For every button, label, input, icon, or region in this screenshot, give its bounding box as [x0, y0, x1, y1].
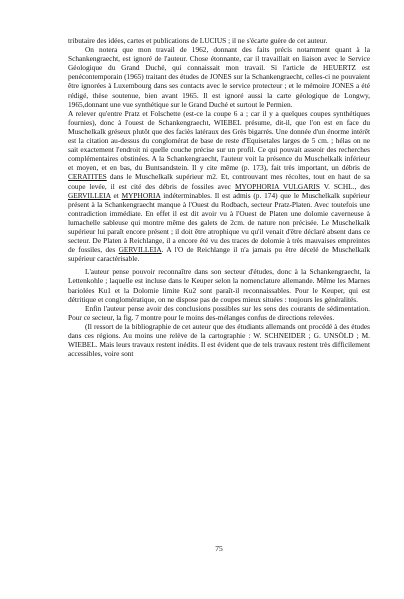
paragraph-p2 — [68, 109, 370, 264]
text-run: V. SCHL., des — [319, 181, 370, 191]
paragraph-p1 — [68, 45, 370, 109]
paragraph-p5 — [68, 322, 370, 358]
text-run: Enfin l'auteur pense avoir des conclusions possibles sur les sens des courants de sédimentation. Pour ce secteur, la fig. 7 montre pour le moins des-mélanges confus de directions relevées. — [68, 303, 370, 322]
underlined-term: MYPHORIA — [121, 190, 161, 200]
text-run: L'auteur pense pouvoir reconnaître dans son secteur d'études, donc à la Schankengraecht, la Lettenkohle ; laquelle est incluse dans le Keuper selon la nomenclature allemande. Même les Marnes bariolées Ku1 et la Dolomie limite Ku2 sont paraît-il reconnaissables. Pour le Keuper, qui est détritique et conglomératique, on ne dispose pas de coupes mieux situées : toujours les généralités. — [68, 267, 370, 304]
paragraph-p4 — [68, 304, 370, 322]
underlined-term: MYOPHORIA VULGARIS — [234, 181, 320, 191]
text-run: On notera que mon travail de 1962, donnant des faits précis notamment quant à la Schankengraecht, est ignoré de l'auteur. Chose étonnante, car il travaillait en liaison avec le Service Géologique du Grand Duché, qui connaissait mon travail. Si l'article de HEUERTZ est penécontemporain (1965) traitant des études de JONES sur la Schankengraecht, celles-ci ne pouvaient être ignorées à Luxembourg dans ses contacts avec le service protecteur ; et le mémoire JONES a été rédigé, thèse soutenue, bien avant 1965. Il est ignoré aussi la carte géologique de Longwy, 1965,donnant une vue synthétique sur le Grand Duché et surtout le Permien. — [68, 45, 370, 109]
underlined-term: CERATITES — [68, 172, 107, 182]
text-run: tributaire des idées, cartes et publications de LUCIUS ; il ne s'écarte guère de cet auteur. — [68, 36, 328, 45]
body-text — [68, 36, 370, 358]
text-run: . A l'O de Reichlange il n'a jamais pu être décelé de Muschelkalk supérieur caractérisable. — [68, 245, 370, 264]
text-run: et — [110, 190, 122, 200]
paragraph-p0 — [68, 36, 370, 45]
page-number: 75 — [215, 544, 223, 553]
text-run: A relever qu'entre Pratz et Folschette (est-ce la coupe 6 a ; car il y a quelques coupes synthétiques fournies), donc à l'ouest de Schankengraecht, WIEBEL présume, dit-il, que l'on est en face du Muschelkalk gréseux plutôt que des faciès latéraux des Grès bigarrés. Une donnée d'un énorme intérêt est la citation au-dessus du conglomérat de base de reste d'Equisetales larges de 5 cm. ; hélas on ne sait exactement l'endroit ni quelle couche précise sur un profil. Ce qui pouvait asseoir des recherches complémentaires obstinées. A la Schankengraecht, l'auteur voit la présence du Muschelkalk inférieur et moyen, et en bas, du Buntsandstein. Il y cite même (p. 173), fait très important, un débris de — [68, 108, 370, 173]
text-run: dans le Muschelkalk supérieur m2. Et, controuvant mes récoltes, tout en haut de sa coupe levée, il est cité des débris de fossiles avec — [68, 172, 370, 191]
underlined-term: GERVILLEIA — [118, 245, 162, 255]
underlined-term: GERVILLEIA — [68, 190, 111, 200]
text-run: indéterminables. Il est admis (p. 174) que le Muschelkalk supérieur présent à la Schankengraecht manque à l'Ouest du Rodbach, secteur Pratz-Platen. Avec toutefois une contradiction immédiate. En effet il est dit avoir vu à l'Ouest de Platen une dolomie caverneuse à lumachelle sableuse qui montre même des galets de 2cm. de nature non précisée. Le Muschelkalk supérieur lui paraît encore présent ; il doit être atrophique vu qu'il venait d'être déclaré absent dans ce secteur. De Platen à Reichlange, il a encore été vu des traces de dolomie à très mauvaises empreintes de fossiles, des — [68, 190, 370, 255]
text-run: (Il ressort de la bibliographie de cet auteur que des étudiants allemands ont procédé à des études dans ces régions. Au moins une relève de la cartographie : W. SCHNEIDER ; G. UNSÖLD ; M. WIEBEL. Mais leurs travaux restent inédits. Il est évident que de tels travaux restent très difficilement accessibles, voire sont — [68, 321, 370, 359]
paragraph-p3 — [68, 267, 370, 303]
